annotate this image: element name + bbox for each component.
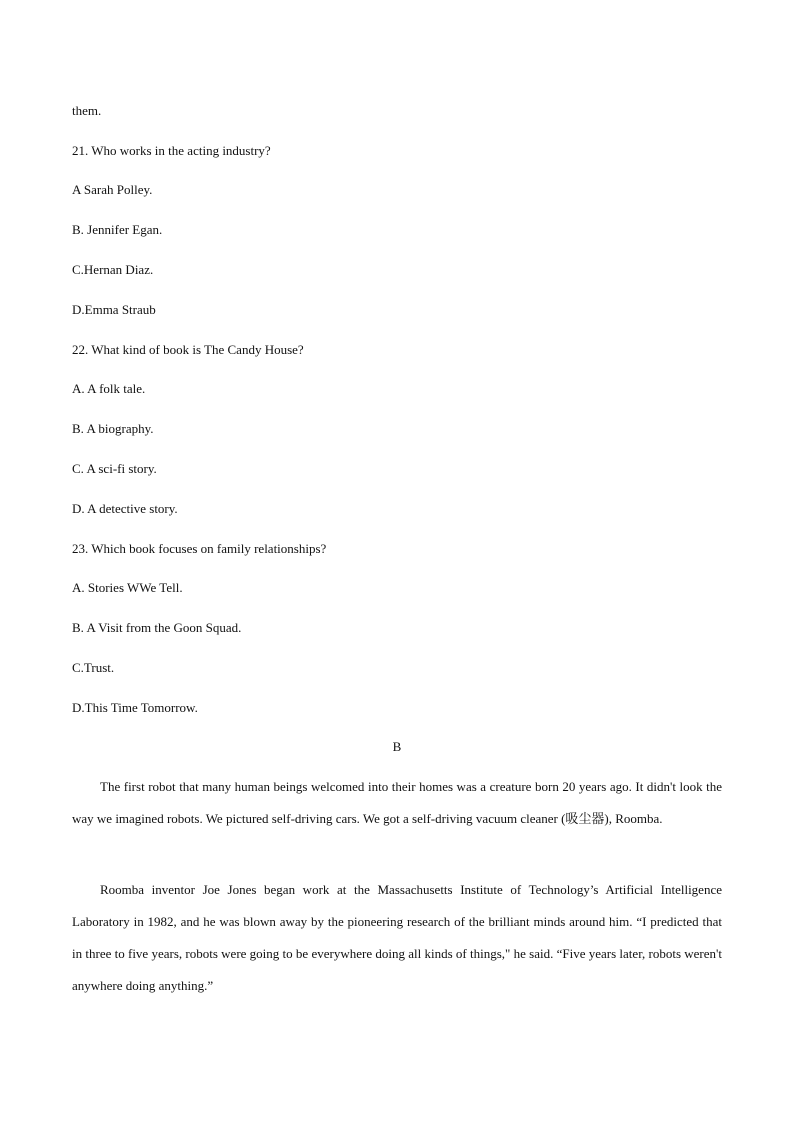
section-heading: B — [392, 739, 402, 754]
passage-paragraph-1: The first robot that many human beings welcomed into their homes was a creature born 20 years ago. It didn't look the way we imagined robots. We pictured self-driving cars. We got a self-driving vacuum cleaner (吸尘器), Roomba. — [72, 779, 722, 826]
question-21-stem: 21. Who works in the acting industry? — [72, 143, 271, 158]
question-21-option-d: D.Emma Straub — [72, 302, 156, 317]
question-23-option-c: C.Trust. — [72, 660, 115, 675]
question-21-option-b: B. Jennifer Egan. — [72, 222, 163, 237]
question-22-option-a: A. A folk tale. — [72, 381, 146, 396]
question-22-option-d: D. A detective story. — [72, 501, 178, 516]
question-23-option-b: B. A Visit from the Goon Squad. — [72, 620, 242, 635]
question-23-stem: 23. Which book focuses on family relationships? — [72, 541, 327, 556]
question-23-option-d: D.This Time Tomorrow. — [72, 700, 198, 715]
question-21-option-c: C.Hernan Diaz. — [72, 262, 154, 277]
passage-paragraph-2: Roomba inventor Joe Jones began work at the Massachusetts Institute of Technology’s Artificial Intelligence Laboratory in 1982, and he was blown away by the pioneering research of the brilliant minds around him. “I predicted that in three to five years, robots were going to be everywhere doing all kinds of things," he said. “Five years later, robots weren't anywhere doing anything.” — [72, 882, 722, 993]
question-23-option-a: A. Stories WWe Tell. — [72, 580, 183, 595]
continuation-text: them. — [72, 103, 102, 118]
question-22-stem: 22. What kind of book is The Candy House? — [72, 342, 304, 357]
question-21-option-a: A Sarah Polley. — [72, 182, 153, 197]
question-22-option-b: B. A biography. — [72, 421, 154, 436]
question-22-option-c: C. A sci-fi story. — [72, 461, 157, 476]
